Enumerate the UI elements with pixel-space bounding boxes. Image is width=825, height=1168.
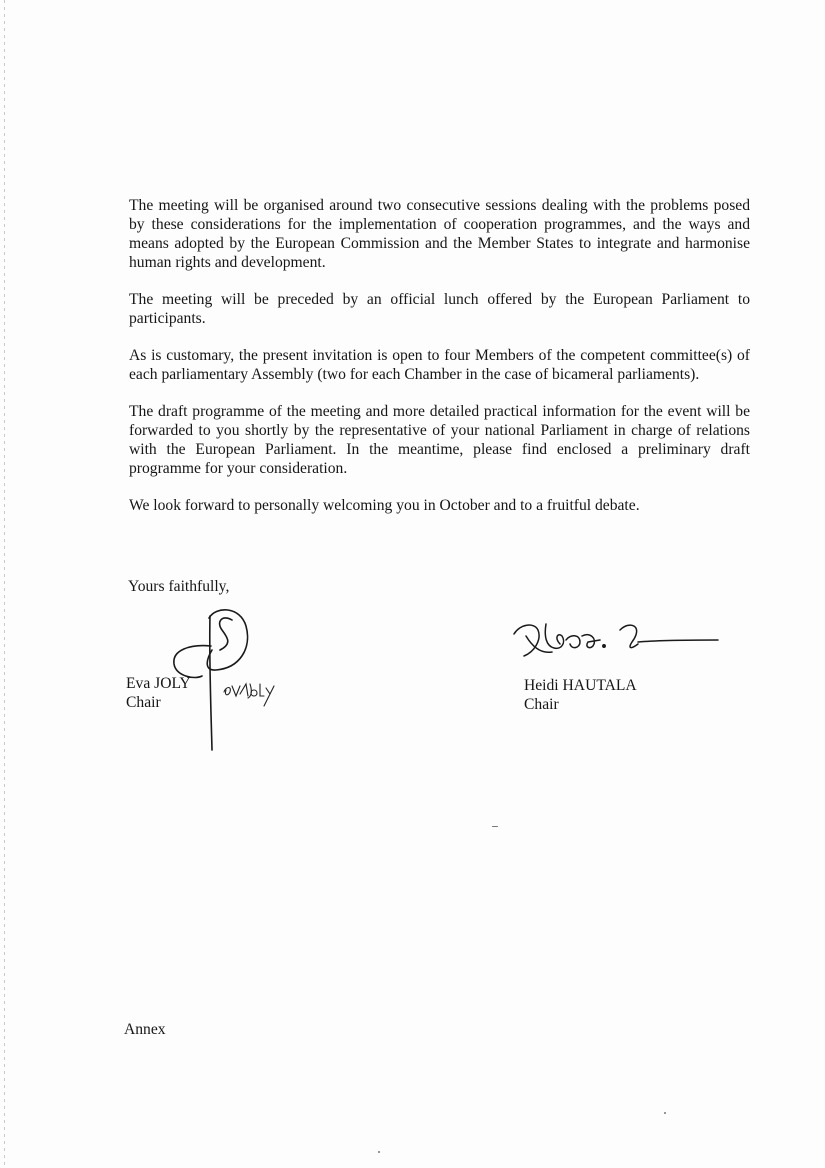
handwritten-note-eva-joly bbox=[220, 678, 280, 708]
paragraph-sessions: The meeting will be organised around two consecutive sessions dealing with the problems posed by these considerations for the implementation of cooperation programmes, and the ways and means adopted by the European Commission and the Member States to integrate and harmonise human rights and development. bbox=[129, 197, 750, 271]
signatory-role: Chair bbox=[126, 694, 161, 711]
closing-salutation: Yours faithfully, bbox=[128, 578, 230, 595]
signatory-name: Eva JOLY bbox=[126, 675, 191, 692]
scan-speck bbox=[664, 1112, 666, 1114]
paragraph-invitation: As is customary, the present invitation is open to four Members of the competent committee(s) of each parliamentary Assembly (two for each Chamber in the case of bicameral parliaments). bbox=[129, 347, 750, 383]
signatory-eva-joly bbox=[126, 674, 191, 712]
scan-speck bbox=[378, 1151, 380, 1153]
signature-heidi-hautala bbox=[510, 612, 725, 672]
signatory-role: Chair bbox=[524, 696, 559, 713]
paragraph-welcome: We look forward to personally welcoming you in October and to a fruitful debate. bbox=[129, 497, 640, 514]
signatory-name: Heidi HAUTALA bbox=[524, 677, 637, 694]
paragraph-programme: The draft programme of the meeting and more detailed practical information for the event will be forwarded to you shortly by the representative of your national Parliament in charge of relations with the European Parliament. In the meantime, please find enclosed a preliminary draft programme for your consideration. bbox=[129, 403, 750, 477]
scan-edge bbox=[4, 0, 5, 1168]
annex-label: Annex bbox=[124, 1021, 166, 1038]
paragraph-lunch: The meeting will be preceded by an official lunch offered by the European Parliament to participants. bbox=[129, 291, 750, 327]
signatory-heidi-hautala bbox=[524, 676, 637, 714]
letter-body bbox=[129, 196, 750, 533]
scan-speck bbox=[492, 826, 498, 827]
